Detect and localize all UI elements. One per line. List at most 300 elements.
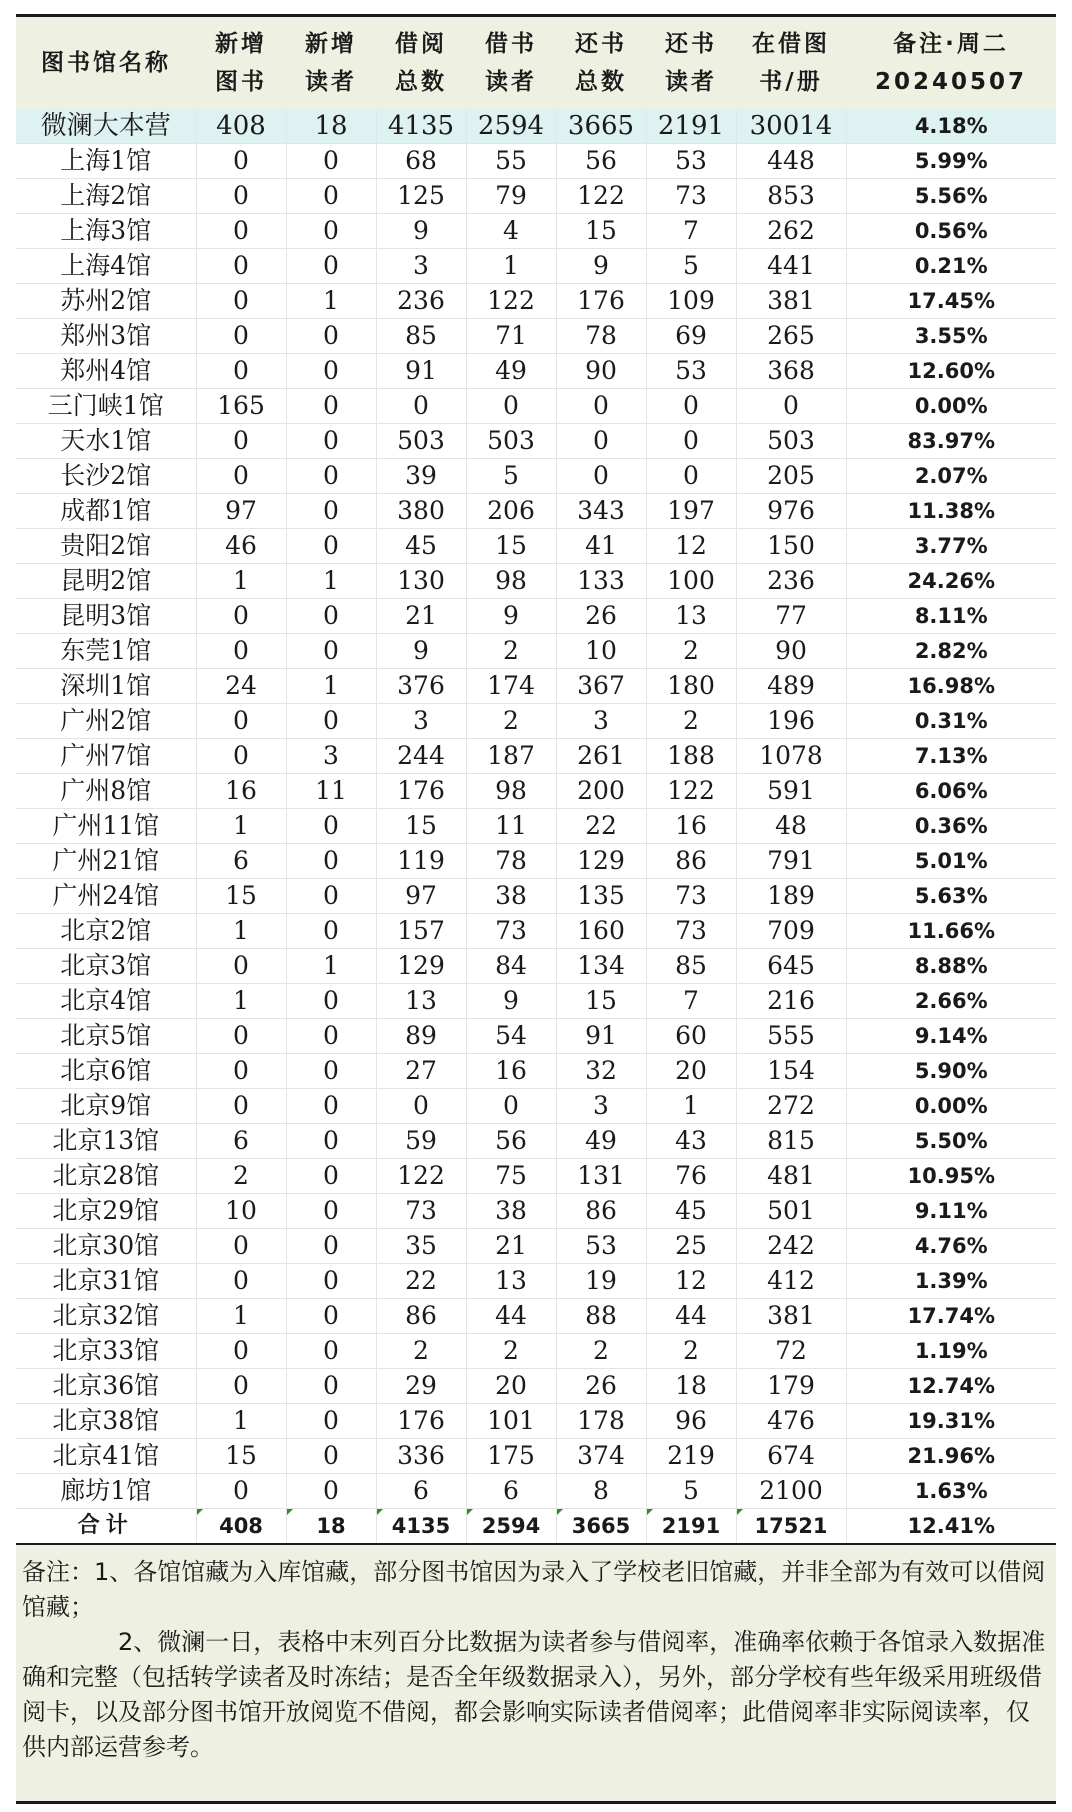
value-cell: 1 bbox=[196, 1404, 286, 1439]
value-cell: 90 bbox=[736, 634, 846, 669]
value-cell: 84 bbox=[466, 949, 556, 984]
value-cell: 29 bbox=[376, 1369, 466, 1404]
value-cell: 21 bbox=[376, 599, 466, 634]
borrow-rate-cell: 0.21% bbox=[846, 249, 1056, 284]
borrow-rate-cell: 83.97% bbox=[846, 424, 1056, 459]
borrow-rate-cell: 10.95% bbox=[846, 1159, 1056, 1194]
value-cell: 0 bbox=[286, 1229, 376, 1264]
library-name-cell: 广州8馆 bbox=[16, 774, 196, 809]
borrow-rate-cell: 6.06% bbox=[846, 774, 1056, 809]
value-cell: 2594 bbox=[466, 109, 556, 144]
value-cell: 130 bbox=[376, 564, 466, 599]
table-row bbox=[16, 1159, 1056, 1194]
value-cell: 88 bbox=[556, 1299, 646, 1334]
borrow-rate-cell: 0.00% bbox=[846, 389, 1056, 424]
library-name-cell: 广州21馆 bbox=[16, 844, 196, 879]
table-row bbox=[16, 354, 1056, 389]
value-cell: 165 bbox=[196, 389, 286, 424]
value-cell: 15 bbox=[556, 214, 646, 249]
value-cell: 134 bbox=[556, 949, 646, 984]
value-cell: 503 bbox=[376, 424, 466, 459]
library-name-cell: 上海1馆 bbox=[16, 144, 196, 179]
value-cell: 18 bbox=[646, 1369, 736, 1404]
value-cell: 122 bbox=[376, 1159, 466, 1194]
table-row bbox=[16, 249, 1056, 284]
value-cell: 0 bbox=[286, 354, 376, 389]
value-cell: 448 bbox=[736, 144, 846, 179]
value-cell: 22 bbox=[376, 1264, 466, 1299]
value-cell: 86 bbox=[376, 1299, 466, 1334]
library-name-cell: 北京2馆 bbox=[16, 914, 196, 949]
value-cell: 78 bbox=[556, 319, 646, 354]
header-row bbox=[16, 17, 1056, 109]
value-cell: 368 bbox=[736, 354, 846, 389]
value-cell: 13 bbox=[466, 1264, 556, 1299]
value-cell: 0 bbox=[286, 1369, 376, 1404]
value-cell: 35 bbox=[376, 1229, 466, 1264]
borrow-rate-cell: 4.18% bbox=[846, 109, 1056, 144]
value-cell: 6 bbox=[196, 844, 286, 879]
value-cell: 0 bbox=[196, 1229, 286, 1264]
table-row bbox=[16, 1194, 1056, 1229]
value-cell: 0 bbox=[286, 844, 376, 879]
value-cell: 60 bbox=[646, 1019, 736, 1054]
value-cell: 49 bbox=[556, 1124, 646, 1159]
value-cell: 0 bbox=[286, 1264, 376, 1299]
value-cell: 150 bbox=[736, 529, 846, 564]
table-row bbox=[16, 564, 1056, 599]
table-row bbox=[16, 1124, 1056, 1159]
borrow-rate-cell: 5.90% bbox=[846, 1054, 1056, 1089]
value-cell: 75 bbox=[466, 1159, 556, 1194]
value-cell: 25 bbox=[646, 1229, 736, 1264]
header-books-on-loan: 在借图 书/册 bbox=[736, 17, 846, 109]
borrow-rate-cell: 5.50% bbox=[846, 1124, 1056, 1159]
value-cell: 98 bbox=[466, 774, 556, 809]
value-cell: 1 bbox=[646, 1089, 736, 1124]
value-cell: 15 bbox=[556, 984, 646, 1019]
value-cell: 3 bbox=[376, 249, 466, 284]
value-cell: 6 bbox=[376, 1474, 466, 1509]
cell-flag-icon bbox=[287, 1509, 293, 1515]
value-cell: 12 bbox=[646, 1264, 736, 1299]
table-row bbox=[16, 1369, 1056, 1404]
library-name-cell: 郑州3馆 bbox=[16, 319, 196, 354]
value-cell: 53 bbox=[556, 1229, 646, 1264]
borrow-rate-cell: 7.13% bbox=[846, 739, 1056, 774]
table-row bbox=[16, 1299, 1056, 1334]
value-cell: 2 bbox=[376, 1334, 466, 1369]
value-cell: 91 bbox=[556, 1019, 646, 1054]
value-cell: 85 bbox=[646, 949, 736, 984]
value-cell: 97 bbox=[196, 494, 286, 529]
value-cell: 89 bbox=[376, 1019, 466, 1054]
value-cell: 5 bbox=[646, 249, 736, 284]
borrow-rate-cell: 11.38% bbox=[846, 494, 1056, 529]
value-cell: 20 bbox=[466, 1369, 556, 1404]
table-row bbox=[16, 319, 1056, 354]
total-rate-cell: 12.41% bbox=[907, 1514, 995, 1538]
library-name-cell: 北京3馆 bbox=[16, 949, 196, 984]
value-cell: 1 bbox=[286, 949, 376, 984]
value-cell: 68 bbox=[376, 144, 466, 179]
table-row bbox=[16, 529, 1056, 564]
value-cell: 122 bbox=[556, 179, 646, 214]
value-cell: 0 bbox=[196, 424, 286, 459]
value-cell: 10 bbox=[556, 634, 646, 669]
value-cell: 72 bbox=[736, 1334, 846, 1369]
value-cell: 0 bbox=[196, 214, 286, 249]
value-cell: 0 bbox=[466, 1089, 556, 1124]
value-cell: 26 bbox=[556, 599, 646, 634]
library-name-cell: 上海4馆 bbox=[16, 249, 196, 284]
value-cell: 0 bbox=[196, 704, 286, 739]
notes-block bbox=[16, 1545, 1056, 1801]
table-row bbox=[16, 949, 1056, 984]
value-cell: 674 bbox=[736, 1439, 846, 1474]
library-name-cell: 北京13馆 bbox=[16, 1124, 196, 1159]
library-name-cell: 北京28馆 bbox=[16, 1159, 196, 1194]
library-name-cell: 昆明2馆 bbox=[16, 564, 196, 599]
value-cell: 131 bbox=[556, 1159, 646, 1194]
table-row bbox=[16, 914, 1056, 949]
value-cell: 0 bbox=[196, 354, 286, 389]
table-row bbox=[16, 424, 1056, 459]
value-cell: 98 bbox=[466, 564, 556, 599]
value-cell: 49 bbox=[466, 354, 556, 389]
value-cell: 97 bbox=[376, 879, 466, 914]
value-cell: 160 bbox=[556, 914, 646, 949]
table-row bbox=[16, 599, 1056, 634]
value-cell: 85 bbox=[376, 319, 466, 354]
value-cell: 205 bbox=[736, 459, 846, 494]
library-name-cell: 广州24馆 bbox=[16, 879, 196, 914]
library-name-cell: 北京41馆 bbox=[16, 1439, 196, 1474]
library-name-cell: 昆明3馆 bbox=[16, 599, 196, 634]
value-cell: 2191 bbox=[646, 109, 736, 144]
value-cell: 27 bbox=[376, 1054, 466, 1089]
value-cell: 16 bbox=[196, 774, 286, 809]
value-cell: 709 bbox=[736, 914, 846, 949]
table-row bbox=[16, 879, 1056, 914]
header-total-returns: 还书 总数 bbox=[556, 17, 646, 109]
library-name-cell: 微澜大本营 bbox=[16, 109, 196, 144]
value-cell: 79 bbox=[466, 179, 556, 214]
header-new-readers: 新增 读者 bbox=[286, 17, 376, 109]
value-cell: 367 bbox=[556, 669, 646, 704]
value-cell: 0 bbox=[196, 284, 286, 319]
value-cell: 376 bbox=[376, 669, 466, 704]
borrow-rate-cell: 0.31% bbox=[846, 704, 1056, 739]
value-cell: 0 bbox=[286, 1124, 376, 1159]
value-cell: 0 bbox=[286, 459, 376, 494]
value-cell: 374 bbox=[556, 1439, 646, 1474]
library-name-cell: 深圳1馆 bbox=[16, 669, 196, 704]
table-row-total bbox=[16, 1509, 1056, 1544]
value-cell: 5 bbox=[466, 459, 556, 494]
header-total-borrows: 借阅 总数 bbox=[376, 17, 466, 109]
value-cell: 481 bbox=[736, 1159, 846, 1194]
cell-flag-icon bbox=[737, 1509, 743, 1515]
value-cell: 0 bbox=[286, 879, 376, 914]
header-new-books: 新增 图书 bbox=[196, 17, 286, 109]
value-cell: 2 bbox=[646, 1334, 736, 1369]
value-cell: 236 bbox=[736, 564, 846, 599]
value-cell: 71 bbox=[466, 319, 556, 354]
value-cell: 9 bbox=[556, 249, 646, 284]
value-cell: 0 bbox=[286, 144, 376, 179]
value-cell: 0 bbox=[556, 389, 646, 424]
value-cell: 645 bbox=[736, 949, 846, 984]
header-remark-date: 备注·周二 20240507 bbox=[846, 17, 1056, 109]
value-cell: 1 bbox=[466, 249, 556, 284]
value-cell: 0 bbox=[286, 1019, 376, 1054]
value-cell: 96 bbox=[646, 1404, 736, 1439]
value-cell: 77 bbox=[736, 599, 846, 634]
cell-flag-icon bbox=[647, 1509, 653, 1515]
value-cell: 503 bbox=[736, 424, 846, 459]
borrow-rate-cell: 5.56% bbox=[846, 179, 1056, 214]
borrow-rate-cell: 9.11% bbox=[846, 1194, 1056, 1229]
library-stats-sheet bbox=[16, 14, 1056, 1804]
table-row bbox=[16, 1019, 1056, 1054]
borrow-rate-cell: 5.01% bbox=[846, 844, 1056, 879]
value-cell: 45 bbox=[646, 1194, 736, 1229]
value-cell: 0 bbox=[646, 459, 736, 494]
table-row bbox=[16, 1054, 1056, 1089]
value-cell: 3 bbox=[376, 704, 466, 739]
value-cell: 15 bbox=[376, 809, 466, 844]
value-cell: 503 bbox=[466, 424, 556, 459]
total-label-cell: 合计 bbox=[16, 1509, 196, 1544]
value-cell: 0 bbox=[286, 249, 376, 284]
value-cell: 45 bbox=[376, 529, 466, 564]
header-library-name: 图书馆名称 bbox=[16, 17, 196, 109]
value-cell: 2 bbox=[646, 634, 736, 669]
table-row bbox=[16, 704, 1056, 739]
value-cell: 9 bbox=[466, 599, 556, 634]
library-name-cell: 广州2馆 bbox=[16, 704, 196, 739]
value-cell: 30014 bbox=[736, 109, 846, 144]
library-name-cell: 广州7馆 bbox=[16, 739, 196, 774]
value-cell: 236 bbox=[376, 284, 466, 319]
value-cell: 73 bbox=[646, 879, 736, 914]
value-cell: 0 bbox=[286, 389, 376, 424]
value-cell: 0 bbox=[196, 249, 286, 284]
borrow-rate-cell: 21.96% bbox=[846, 1439, 1056, 1474]
value-cell: 815 bbox=[736, 1124, 846, 1159]
library-name-cell: 长沙2馆 bbox=[16, 459, 196, 494]
value-cell: 853 bbox=[736, 179, 846, 214]
value-cell: 200 bbox=[556, 774, 646, 809]
library-name-cell: 苏州2馆 bbox=[16, 284, 196, 319]
value-cell: 8 bbox=[556, 1474, 646, 1509]
table-row bbox=[16, 144, 1056, 179]
value-cell: 119 bbox=[376, 844, 466, 879]
borrow-rate-cell: 17.74% bbox=[846, 1299, 1056, 1334]
value-cell: 0 bbox=[466, 389, 556, 424]
value-cell: 0 bbox=[196, 1054, 286, 1089]
borrow-rate-cell: 12.60% bbox=[846, 354, 1056, 389]
library-name-cell: 三门峡1馆 bbox=[16, 389, 196, 424]
value-cell: 0 bbox=[196, 319, 286, 354]
value-cell: 24 bbox=[196, 669, 286, 704]
value-cell: 408 bbox=[196, 109, 286, 144]
value-cell: 101 bbox=[466, 1404, 556, 1439]
borrow-rate-cell: 0.36% bbox=[846, 809, 1056, 844]
value-cell: 59 bbox=[376, 1124, 466, 1159]
value-cell: 109 bbox=[646, 284, 736, 319]
value-cell: 0 bbox=[196, 1474, 286, 1509]
borrow-rate-cell: 12.74% bbox=[846, 1369, 1056, 1404]
value-cell: 78 bbox=[466, 844, 556, 879]
value-cell: 412 bbox=[736, 1264, 846, 1299]
value-cell: 53 bbox=[646, 354, 736, 389]
bottom-rule bbox=[16, 1801, 1056, 1804]
value-cell: 129 bbox=[556, 844, 646, 879]
value-cell: 18 bbox=[286, 109, 376, 144]
value-cell: 791 bbox=[736, 844, 846, 879]
cell-flag-icon bbox=[467, 1509, 473, 1515]
library-name-cell: 北京32馆 bbox=[16, 1299, 196, 1334]
library-name-cell: 北京9馆 bbox=[16, 1089, 196, 1124]
value-cell: 135 bbox=[556, 879, 646, 914]
borrow-rate-cell: 16.98% bbox=[846, 669, 1056, 704]
value-cell: 0 bbox=[196, 599, 286, 634]
borrow-rate-cell: 11.66% bbox=[846, 914, 1056, 949]
value-cell: 176 bbox=[556, 284, 646, 319]
value-cell: 0 bbox=[196, 1369, 286, 1404]
total-value-cell: 17521 bbox=[736, 1509, 846, 1544]
value-cell: 244 bbox=[376, 739, 466, 774]
value-cell: 3 bbox=[286, 739, 376, 774]
library-name-cell: 东莞1馆 bbox=[16, 634, 196, 669]
value-cell: 0 bbox=[286, 704, 376, 739]
value-cell: 44 bbox=[466, 1299, 556, 1334]
cell-flag-icon bbox=[557, 1509, 563, 1515]
value-cell: 0 bbox=[196, 949, 286, 984]
value-cell: 15 bbox=[196, 1439, 286, 1474]
value-cell: 1 bbox=[196, 564, 286, 599]
value-cell: 11 bbox=[286, 774, 376, 809]
value-cell: 41 bbox=[556, 529, 646, 564]
table-row bbox=[16, 1439, 1056, 1474]
library-name-cell: 上海3馆 bbox=[16, 214, 196, 249]
value-cell: 2100 bbox=[736, 1474, 846, 1509]
value-cell: 0 bbox=[196, 1089, 286, 1124]
value-cell: 1 bbox=[286, 564, 376, 599]
value-cell: 19 bbox=[556, 1264, 646, 1299]
value-cell: 15 bbox=[466, 529, 556, 564]
value-cell: 189 bbox=[736, 879, 846, 914]
borrow-rate-cell: 2.07% bbox=[846, 459, 1056, 494]
library-name-cell: 成都1馆 bbox=[16, 494, 196, 529]
note-line-1: 备注：1、各馆馆藏为入库馆藏，部分图书馆因为录入了学校老旧馆藏，并非全部为有效可以借阅馆藏； bbox=[22, 1558, 1046, 1621]
note-line-2: 2、微澜一日，表格中末列百分比数据为读者参与借阅率，准确率依赖于各馆录入数据准确和完整（包括转学读者及时冻结；是否全年级数据录入），另外，部分学校有些年级采用班级借阅卡，以及部分图书馆开放阅览不借阅，都会影响实际读者借阅率；此借阅率非实际阅读率，仅供内部运营参考。 bbox=[22, 1628, 1046, 1761]
value-cell: 176 bbox=[376, 774, 466, 809]
value-cell: 15 bbox=[196, 879, 286, 914]
value-cell: 6 bbox=[466, 1474, 556, 1509]
value-cell: 0 bbox=[286, 984, 376, 1019]
borrow-rate-cell: 9.14% bbox=[846, 1019, 1056, 1054]
value-cell: 38 bbox=[466, 879, 556, 914]
borrow-rate-cell: 8.88% bbox=[846, 949, 1056, 984]
borrow-rate-cell: 8.11% bbox=[846, 599, 1056, 634]
table-row bbox=[16, 494, 1056, 529]
value-cell: 55 bbox=[466, 144, 556, 179]
value-cell: 10 bbox=[196, 1194, 286, 1229]
value-cell: 0 bbox=[286, 494, 376, 529]
value-cell: 90 bbox=[556, 354, 646, 389]
value-cell: 2 bbox=[196, 1159, 286, 1194]
value-cell: 2 bbox=[466, 704, 556, 739]
library-name-cell: 北京4馆 bbox=[16, 984, 196, 1019]
value-cell: 32 bbox=[556, 1054, 646, 1089]
table-row bbox=[16, 1089, 1056, 1124]
value-cell: 69 bbox=[646, 319, 736, 354]
table-row bbox=[16, 809, 1056, 844]
value-cell: 2 bbox=[646, 704, 736, 739]
borrow-rate-cell: 3.55% bbox=[846, 319, 1056, 354]
value-cell: 0 bbox=[286, 1334, 376, 1369]
value-cell: 56 bbox=[556, 144, 646, 179]
value-cell: 2 bbox=[466, 1334, 556, 1369]
total-value-cell: 408 bbox=[196, 1509, 286, 1544]
table-row-hq bbox=[16, 109, 1056, 144]
value-cell: 176 bbox=[376, 1404, 466, 1439]
value-cell: 122 bbox=[646, 774, 736, 809]
borrow-rate-cell: 4.76% bbox=[846, 1229, 1056, 1264]
value-cell: 0 bbox=[286, 529, 376, 564]
value-cell: 0 bbox=[286, 424, 376, 459]
table-row bbox=[16, 1229, 1056, 1264]
value-cell: 197 bbox=[646, 494, 736, 529]
borrow-rate-cell: 2.66% bbox=[846, 984, 1056, 1019]
table-row bbox=[16, 214, 1056, 249]
value-cell: 125 bbox=[376, 179, 466, 214]
value-cell: 0 bbox=[286, 914, 376, 949]
library-stats-table bbox=[16, 17, 1056, 1543]
library-name-cell: 天水1馆 bbox=[16, 424, 196, 459]
value-cell: 53 bbox=[646, 144, 736, 179]
value-cell: 13 bbox=[376, 984, 466, 1019]
value-cell: 591 bbox=[736, 774, 846, 809]
cell-flag-icon bbox=[377, 1509, 383, 1515]
value-cell: 6 bbox=[196, 1124, 286, 1159]
table-row bbox=[16, 1474, 1056, 1509]
value-cell: 196 bbox=[736, 704, 846, 739]
value-cell: 157 bbox=[376, 914, 466, 949]
table-row bbox=[16, 1264, 1056, 1299]
value-cell: 0 bbox=[196, 1019, 286, 1054]
table-row bbox=[16, 284, 1056, 319]
table-row bbox=[16, 984, 1056, 1019]
value-cell: 343 bbox=[556, 494, 646, 529]
value-cell: 0 bbox=[286, 1404, 376, 1439]
library-name-cell: 廊坊1馆 bbox=[16, 1474, 196, 1509]
value-cell: 0 bbox=[286, 599, 376, 634]
value-cell: 0 bbox=[376, 389, 466, 424]
table-row bbox=[16, 459, 1056, 494]
value-cell: 154 bbox=[736, 1054, 846, 1089]
borrow-rate-cell: 19.31% bbox=[846, 1404, 1056, 1439]
table-body bbox=[16, 109, 1056, 1543]
table-row bbox=[16, 634, 1056, 669]
borrow-rate-cell: 0.00% bbox=[846, 1089, 1056, 1124]
value-cell: 16 bbox=[466, 1054, 556, 1089]
value-cell: 21 bbox=[466, 1229, 556, 1264]
value-cell: 2 bbox=[556, 1334, 646, 1369]
